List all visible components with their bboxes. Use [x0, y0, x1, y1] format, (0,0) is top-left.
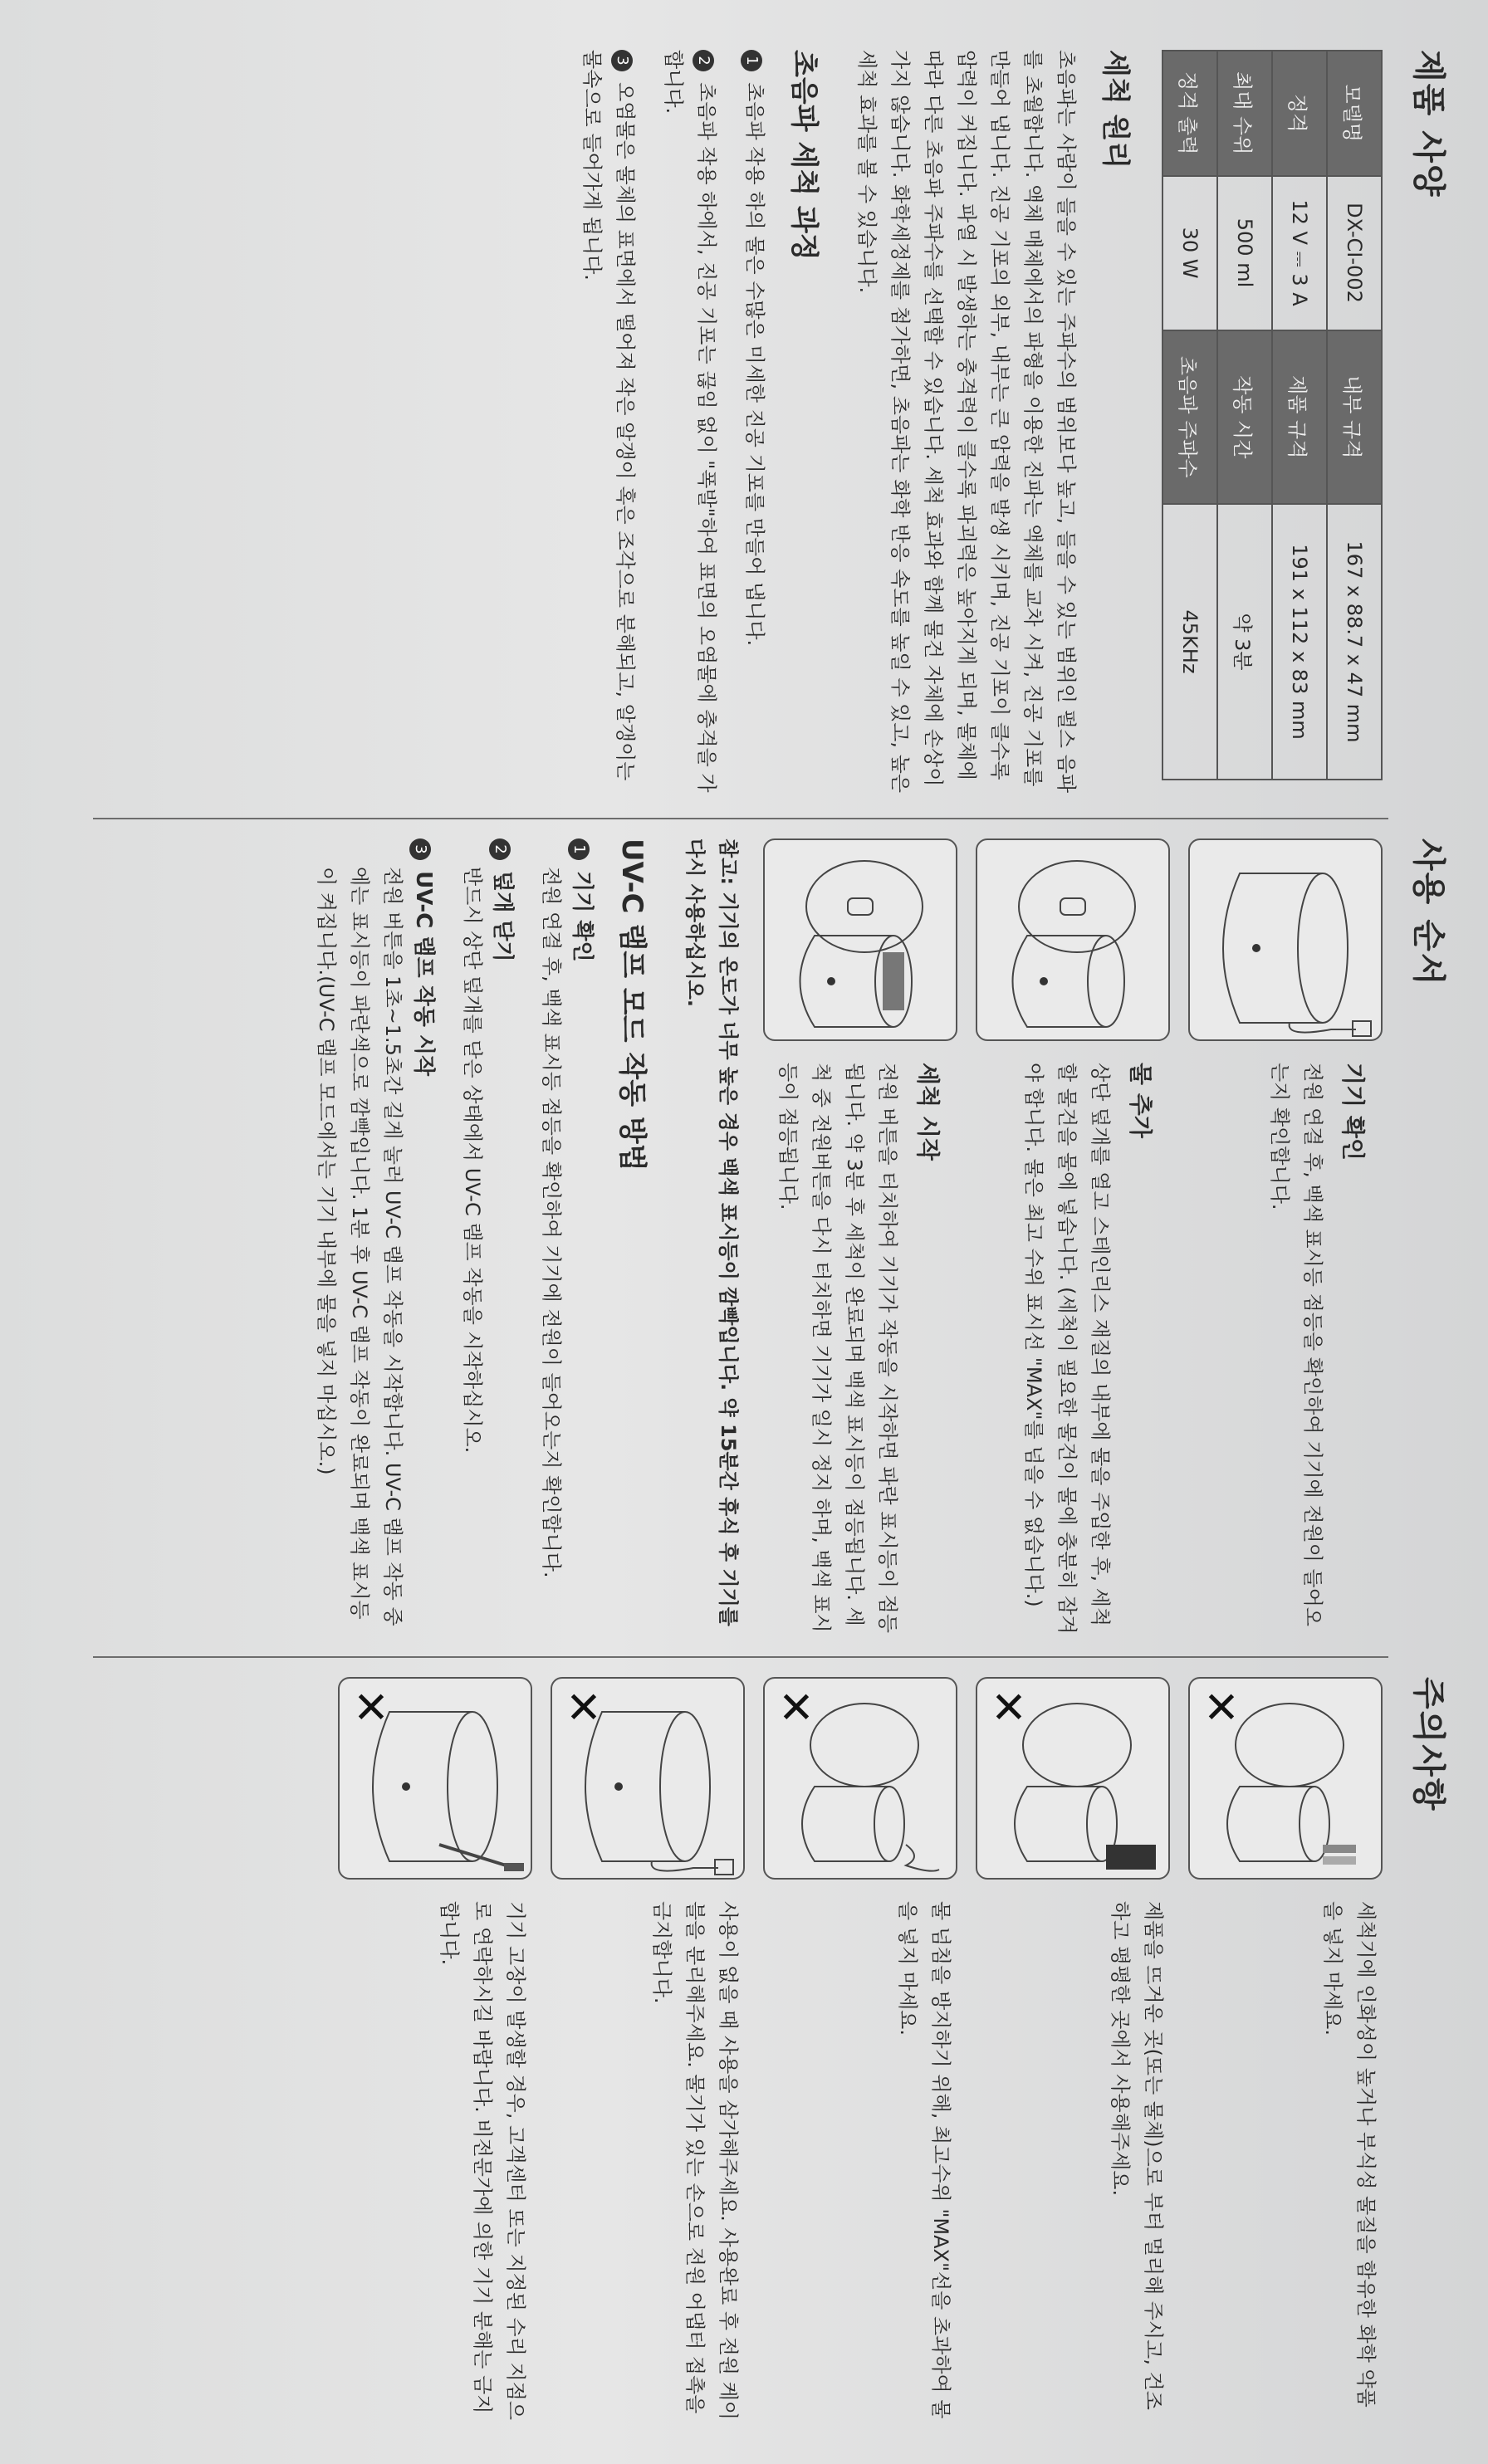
caution-column	[0, 1677, 1488, 2424]
spec-value: 500 ml	[1217, 176, 1272, 330]
heat-warning-illustration	[976, 1677, 1170, 1880]
principle-body: 초음파는 사람이 들을 수 있는 주파수의 범위보다 높고, 들을 수 있는 범위인 펄스 음파를 초월합니다. 액체 매체에서의 파형을 이용한 진파는 액체를 교차 시켜, 진공 기포를 만들어 냅니다. 진공 기포의 외부, 내부는 큰 압력을 발생 시키며, 진공 기포이 클수록 압력이 커집니다. 파열 시 발생하는 충격력이 클수록 파괴력은 높아지게 되며, 물체에 따라 다른 초음파 주파수를 선택할 수 있습니다. 세척 효과와 함께 물건 자체에 손상이 가지 않습니다. 화학세정제를 첨가하면, 초음파는 화학 반응 속도를 높일 수 있고, 높은 세척 효과를 볼 수 있습니다.	[855, 50, 1078, 794]
chemical-warning-illustration	[1188, 1677, 1383, 1880]
spec-value: DX-CI-002	[1327, 176, 1382, 330]
spec-value: 167 x 88.7 x 47 mm	[1327, 504, 1382, 780]
step-number: 2	[489, 838, 511, 860]
power-warning-illustration	[551, 1677, 745, 1880]
spec-label: 최대 수위	[1217, 51, 1272, 176]
principle-title: 세척 원리	[1099, 50, 1132, 169]
usage-note: 참고: 기기의 온도가 너무 높은 경우 백색 표시등이 깜빡입니다. 약 15분간 휴식 후 기기를 다시 사용하십시오.	[683, 838, 740, 1626]
uvc-item-title: 기기 확인	[570, 871, 595, 962]
caution-item	[763, 1677, 957, 2424]
uvc-item	[311, 838, 442, 1635]
caution-item	[338, 1677, 532, 2424]
process-item	[575, 50, 642, 797]
spec-value: 45KHz	[1162, 504, 1217, 780]
uvc-item-text: 전원 연결 후, 백색 표시등 점등을 확인하여 기기에 전원이 들어오는지 확인합니다.	[540, 867, 564, 1578]
caution-item	[976, 1677, 1170, 2424]
spec-label: 작동 시간	[1217, 330, 1272, 504]
spec-value: 30 W	[1162, 176, 1217, 330]
process-title: 초음파 세척 과정	[787, 50, 820, 261]
spec-label: 정격	[1272, 51, 1327, 176]
prohibited-icon: ✕	[557, 1689, 607, 1725]
step-title: 세척 시작	[914, 1063, 942, 1161]
usage-step	[763, 838, 957, 1635]
spec-title: 제품 사양	[1409, 50, 1447, 198]
column-divider	[93, 1656, 1388, 1658]
step-number: 1	[569, 838, 590, 860]
process-text: 초음파 작용 하에서, 진공 기포는 끊임 없이 "폭발"하여 표면의 오염물에 충격을 가합니다.	[662, 50, 718, 793]
process-item	[738, 50, 771, 797]
caution-item	[1188, 1677, 1383, 2424]
process-item	[657, 50, 723, 797]
caution-text: 기기 고장이 발생할 경우, 고객센터 또는 지정된 수리 지점으로 연락하시길 바랍니다. 비전문가에 의한 기기 분해는 금지합니다.	[438, 1901, 527, 2421]
caution-text: 제품을 뜨거운 곳(또는 물체)으로 부터 멀리해 주시고, 건조하고 평평한 곳에서 사용해주세요.	[1109, 1901, 1165, 2410]
spec-value: 12 V ⎓ 3 A	[1272, 176, 1327, 330]
prohibited-icon: ✕	[1195, 1689, 1245, 1725]
caution-item	[551, 1677, 745, 2424]
spec-value: 191 x 112 x 83 mm	[1272, 504, 1327, 780]
column-divider	[93, 818, 1388, 819]
table-row	[1217, 51, 1272, 780]
step-text: 전원 버튼을 터치하여 기기가 작동을 시작하면 파란 표시등이 점등됩니다. 약 3분 후 세척이 완료되며 백색 표시등이 점등됩니다. 세척 중 전원버튼을 다시 터치하면 기기가 일시 정지 하며, 백색 표시등이 점등됩니다.	[776, 1063, 899, 1633]
usage-step	[1188, 838, 1383, 1635]
cleaning-illustration	[763, 838, 957, 1041]
uvc-title: UV-C 램프 모드 작동 방법	[615, 838, 649, 1171]
step-number: 1	[742, 50, 763, 71]
step-number: 3	[612, 50, 634, 71]
prohibited-icon: ✕	[770, 1689, 820, 1725]
uvc-item	[536, 838, 600, 1635]
overflow-warning-illustration	[763, 1677, 957, 1880]
caution-title: 주의사항	[1409, 1677, 1447, 1812]
table-row	[1272, 51, 1327, 780]
spec-label: 정격 출력	[1162, 51, 1217, 176]
step-text: 상단 덮개를 열고 스테인리스 재질의 내부에 물을 주입한 후, 세척할 물건을 물에 넣습니다. (세척이 필요한 물건이 물에 충분히 잠겨야 합니다. 물은 최고 수위 표시선 "MAX"를 넘을 수 없습니다.)	[1022, 1063, 1112, 1635]
uvc-item	[456, 838, 521, 1635]
device-illustration	[1188, 838, 1383, 1041]
spec-label: 모델명	[1327, 51, 1382, 176]
usage-title: 사용 순서	[1409, 838, 1447, 987]
process-text: 오염물은 물체의 표면에서 떨어져 작은 알갱이 혹은 조각으로 분해되고, 알갱이는 물속으로 들어가게 됩니다.	[580, 50, 637, 781]
uvc-item-title: UV-C 램프 작동 시작	[411, 871, 436, 1077]
prohibited-icon: ✕	[345, 1689, 394, 1725]
caution-text: 사용이 없을 때 사용을 삼가해주세요. 사용완료 후 전원 케이블을 분리해주세요. 물기가 있는 손으로 전원 어댑터 접촉을 금지합니다.	[650, 1901, 740, 2421]
uvc-item-text: 반드시 상단 덮개를 닫은 상태에서 UV-C 램프 작동을 시작하십시오.	[461, 867, 484, 1454]
spec-label: 초음파 주파수	[1162, 330, 1217, 504]
caution-text: 물 넘침을 방지하기 위해, 최고수위 "MAX"선을 초과하여 물을 넣지 마세요.	[896, 1901, 952, 2419]
step-text: 전원 연결 후, 백색 표시등 점등을 확인하여 기기에 전원이 들어오는지 확인합니다.	[1268, 1063, 1324, 1627]
uvc-item-text: 전원 버튼을 1초~1.5초간 길게 눌러 UV-C 램프 작동을 시작합니다. UV-C 램프 작동 중에는 표시등이 파란색으로 깜빡입니다. 1분 후 UV-C 램프 작동이 완료되며 백색 표시등이 켜집니다.(UV-C 램프 모드에서는 기기 내부에 물을 넣지 마십시오.)	[315, 867, 405, 1626]
disassembly-warning-illustration	[338, 1677, 532, 1880]
spec-value: 약 3분	[1217, 504, 1272, 780]
usage-step	[976, 838, 1170, 1635]
caution-text: 세척기에 인화성이 높거나 부식성 물질을 함유한 화학 약품을 넣지 마세요.	[1321, 1901, 1378, 2408]
prohibited-icon: ✕	[982, 1689, 1032, 1725]
step-title: 물 추가	[1127, 1063, 1154, 1138]
uvc-item-title: 덮개 닫기	[490, 871, 516, 962]
spec-column	[0, 50, 1488, 797]
spec-label: 제품 규격	[1272, 330, 1327, 504]
step-number: 3	[410, 838, 432, 860]
step-number: 2	[693, 50, 715, 71]
usage-column	[0, 838, 1488, 1635]
process-text: 초음파 작용 하의 물은 수많은 미세한 진공 기포를 만들어 냅니다.	[743, 82, 766, 647]
step-title: 기기 확인	[1339, 1063, 1367, 1161]
spec-table	[1162, 50, 1383, 780]
table-row	[1327, 51, 1382, 780]
table-row	[1162, 51, 1217, 780]
spec-label: 내부 규격	[1327, 330, 1382, 504]
open-lid-illustration	[976, 838, 1170, 1041]
